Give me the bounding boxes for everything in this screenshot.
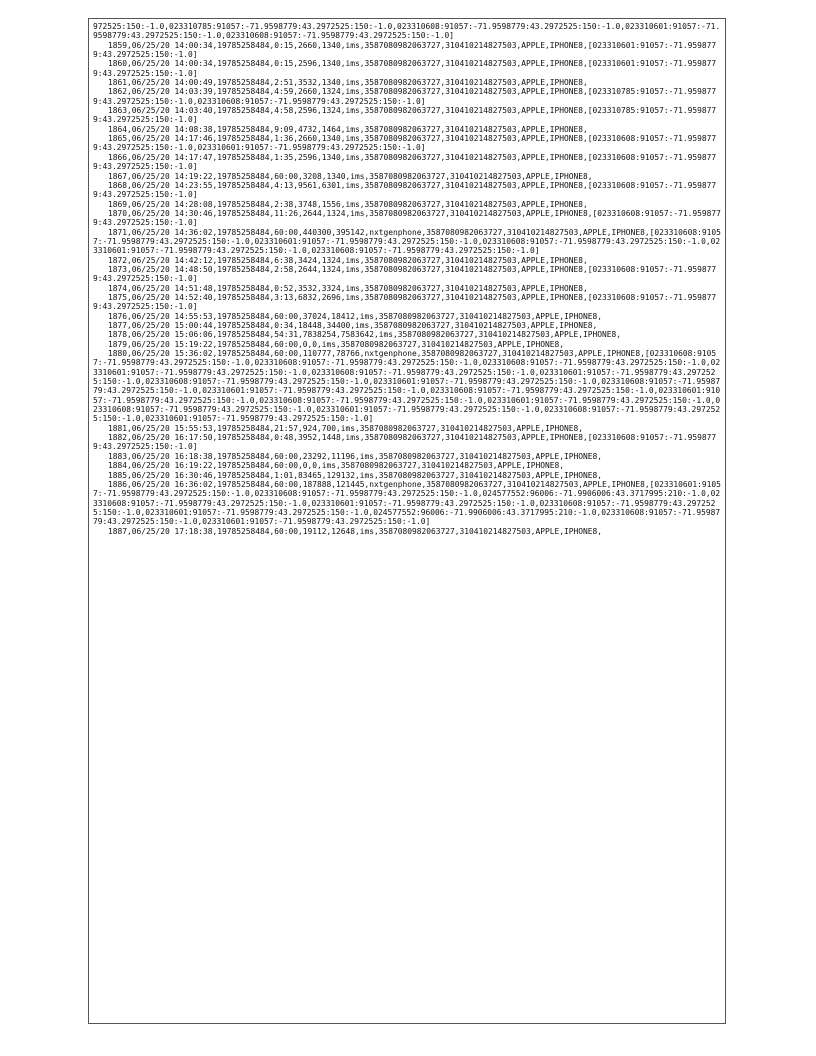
call-record: 1878,06/25/20 15:06:06,19785258484,54:31,7838254,7583642,ims,3587080982063727,310410214827503,APPLE,IPHONE8, (108, 330, 622, 340)
call-record: 1885,06/25/20 16:30:46,19785258484,1:01,83465,129132,ims,3587080982063727,310410214827503,APPLE,IPHONE8, (108, 470, 603, 480)
call-record: 1868,06/25/20 14:23:55,19785258484,4:13,9561,6301,ims,3587080982063727,310410214827503,APPLE,IPHONE8,[023310608:91057:-71.9598779:43.2972525:150:-1.0] (93, 180, 717, 200)
call-record: 1881,06/25/20 15:55:53,19785258484,21:57,924,700,ims,3587080982063727,310410214827503,APPLE,IPHONE8, (108, 423, 584, 433)
call-record: 1867,06/25/20 14:19:22,19785258484,60:00,3208,1340,ims,3587080982063727,310410214827503,APPLE,IPHONE8, (108, 171, 593, 181)
document-frame (88, 18, 726, 1024)
call-record: 1860,06/25/20 14:00:34,19785258484,0:15,2596,1340,ims,3587080982063727,310410214827503,APPLE,IPHONE8,[023310601:91057:-71.9598779:43.2972525:150:-1.0] (93, 59, 717, 78)
call-record: 1863,06/25/20 14:03:40,19785258484,4:58,2596,1324,ims,3587080982063727,310410214827503,APPLE,IPHONE8,[023310785:91057:-71.9598779:43.2972525:150:-1.0] (93, 106, 717, 125)
call-record: 1859,06/25/20 14:00:34,19785258484,0:15,2660,1340,ims,3587080982063727,310410214827503,APPLE,IPHONE8,[023310601:91057:-71.9598779:43.2972525:150:-1.0] (93, 40, 717, 60)
call-record: 1866,06/25/20 14:17:47,19785258484,1:35,2596,1340,ims,3587080982063727,310410214827503,APPLE,IPHONE8,[023310608:91057:-71.9598779:43.2972525:150:-1.0] (93, 152, 717, 172)
call-record: 1872,06/25/20 14:42:12,19785258484,6:38,3424,1324,ims,3587080982063727,310410214827503,APPLE,IPHONE8, (108, 255, 588, 265)
call-record: 1883,06/25/20 16:18:38,19785258484,60:00,23292,11196,ims,3587080982063727,310410214827503,APPLE,IPHONE8, (108, 451, 603, 461)
call-record: 1884,06/25/20 16:19:22,19785258484,60:00,0,0,ims,3587080982063727,310410214827503,APPLE,IPHONE8, (108, 461, 565, 471)
call-record: 1874,06/25/20 14:51:48,19785258484,0:52,3532,3324,ims,3587080982063727,310410214827503,APPLE,IPHONE8, (108, 283, 588, 293)
record-continuation: 972525:150:-1.0,023310785:91057:-71.9598779:43.2972525:150:-1.0,023310608:91057:-71.9598779:43.2972525:150:-1.0,023310601:91057:-71.9598779:43.2972525:150:-1.0,023310608:91057:-71.9598779:43.2972525:150:-1.0] (93, 22, 721, 41)
call-record: 1876,06/25/20 14:55:53,19785258484,60:00,37024,18412,ims,3587080982063727,310410214827503,APPLE,IPHONE8, (108, 311, 603, 321)
call-record: 1870,06/25/20 14:30:46,19785258484,11:26,2644,1324,ims,3587080982063727,310410214827503,APPLE,IPHONE8,[023310608:91057:-71.9598779:43.2972525:150:-1.0] (93, 208, 721, 228)
call-record: 1865,06/25/20 14:17:46,19785258484,1:36,2660,1340,ims,3587080982063727,310410214827503,APPLE,IPHONE8,[023310608:91057:-71.9598779:43.2972525:150:-1.0,023310601:91057:-71.9598779:43.2972525:150:-1.0] (93, 134, 717, 153)
call-record: 1882,06/25/20 16:17:50,19785258484,0:48,3952,1448,ims,3587080982063727,310410214827503,APPLE,IPHONE8,[023310608:91057:-71.9598779:43.2972525:150:-1.0] (93, 433, 717, 452)
call-record: 1869,06/25/20 14:28:08,19785258484,2:38,3748,1556,ims,3587080982063727,310410214827503,APPLE,IPHONE8, (108, 199, 588, 209)
call-record: 1861,06/25/20 14:00:49,19785258484,2:51,3532,1340,ims,3587080982063727,310410214827503,APPLE,IPHONE8, (108, 78, 588, 88)
call-record: 1873,06/25/20 14:48:50,19785258484,2:58,2644,1324,ims,3587080982063727,310410214827503,APPLE,IPHONE8,[023310608:91057:-71.9598779:43.2972525:150:-1.0] (93, 264, 717, 284)
call-record: 1864,06/25/20 14:08:38,19785258484,9:09,4732,1464,ims,3587080982063727,310410214827503,APPLE,IPHONE8, (108, 124, 588, 134)
call-record: 1862,06/25/20 14:03:39,19785258484,4:59,2660,1324,ims,3587080982063727,310410214827503,APPLE,IPHONE8,[023310785:91057:-71.9598779:43.2972525:150:-1.0,023310608:91057:-71.9598779:43.2972525:150:-1.0] (93, 87, 717, 106)
log-records (93, 22, 721, 536)
call-record: 1875,06/25/20 14:52:40,19785258484,3:13,6832,2696,ims,3587080982063727,310410214827503,APPLE,IPHONE8,[023310608:91057:-71.9598779:43.2972525:150:-1.0] (93, 292, 717, 312)
call-record: 1877,06/25/20 15:00:44,19785258484,0:34,18448,34400,ims,3587080982063727,310410214827503,APPLE,IPHONE8, (108, 321, 598, 330)
call-record: 1871,06/25/20 14:36:02,19785258484,60:00,440300,395142,nxtgenphone,3587080982063727,310410214827503,APPLE,IPHONE8,[023310608:91057:-71.9598779:43.2972525:150:-1.0,023310601:91057:-71.9598779:43.2972525:150:-1.0,023310608:91057:-71.9598779:43.2972525:150:-1.0,023310601:91057:-71.9598779:43.2972525:150:-1.0,023310608:91057:-71.9598779:43.2972525:150:-1.0] (93, 227, 721, 256)
call-record: 1879,06/25/20 15:19:22,19785258484,60:00,0,0,ims,3587080982063727,310410214827503,APPLE,IPHONE8, (108, 339, 565, 349)
call-record: 1887,06/25/20 17:18:38,19785258484,60:00,19112,12648,ims,3587080982063727,310410214827503,APPLE,IPHONE8, (108, 526, 603, 536)
call-record: 1880,06/25/20 15:36:02,19785258484,60:00,110777,78766,nxtgenphone,3587080982063727,310410214827503,APPLE,IPHONE8,[023310608:91057:-71.9598779:43.2972525:150:-1.0,023310608:91057:-71.9598779:43.2972525:150:-1.0,023310608:91057:-71.9598779:43.2972525:150:-1.0,023310601:91057:-71.9598779:43.2972525:150:-1.0,023310608:91057:-71.9598779:43.2972525:150:-1.0,023310601:91057:-71.9598779:43.2972525:150:-1.0,023310608:91057:-71.9598779:43.2972525:150:-1.0,023310601:91057:-71.9598779:43.2972525:150:-1.0,023310608:91057:-71.9598779:43.2972525:150:-1.0,023310601:91057:-71.9598779:43.2972525:150:-1.0,023310608:91057:-71.9598779:43.2972525:150:-1.0,023310601:91057:-71.9598779:43.2972525:150:-1.0,023310608:91057:-71.9598779:43.2972525:150:-1.0,023310601:91057:-71.9598779:43.2972525:150:-1.0,023310608:91057:-71.9598779:43.2972525:150:-1.0,023310601:91057:-71.9598779:43.2972525:150:-1.0,023310608:91057:-71.9598779:43.2972525:150:-1.0,023310601:91057:-71.9598779:43.2972525:150:-1.0] (93, 349, 721, 424)
call-record: 1886,06/25/20 16:36:02,19785258484,60:00,187888,121445,nxtgenphone,3587080982063727,310410214827503,APPLE,IPHONE8,[023310601:91057:-71.9598779:43.2972525:150:-1.0,023310608:91057:-71.9598779:43.2972525:150:-1.0,024577552:96006:-71.9906006:43.3717995:210:-1.0,023310608:91057:-71.9598779:43.2972525:150:-1.0,023310601:91057:-71.9598779:43.2972525:150:-1.0,023310608:91057:-71.9598779:43.2972525:150:-1.0,023310601:91057:-71.9598779:43.2972525:150:-1.0,024577552:96006:-71.9906006:43.3717995:210:-1.0,023310608:91057:-71.9598779:43.2972525:150:-1.0,023310601:91057:-71.9598779:43.2972525:150:-1.0] (93, 479, 721, 527)
